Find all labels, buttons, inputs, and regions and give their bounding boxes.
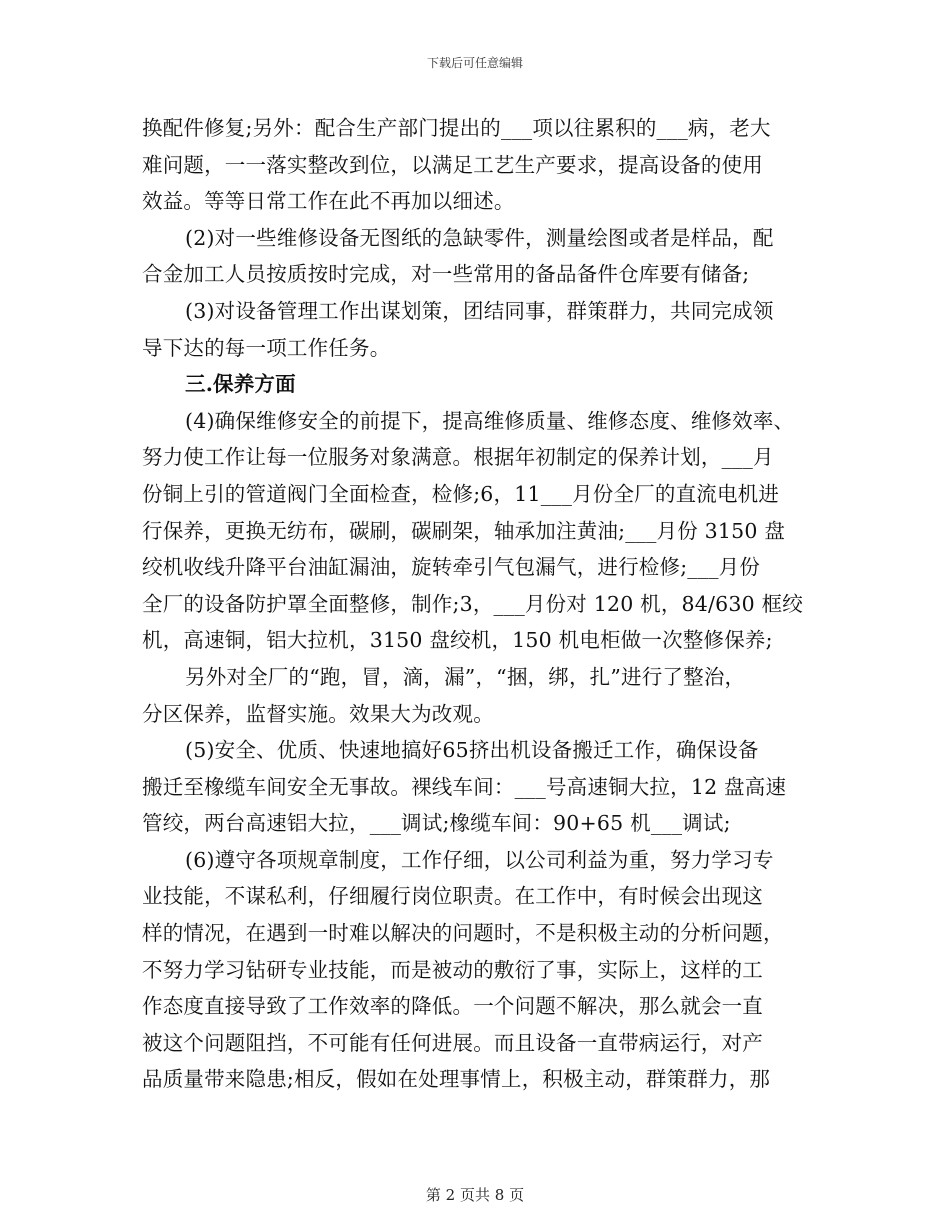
text-line: 另外对全厂的“跑，冒，滴，漏”，“捆，绑，扎”进行了整治， bbox=[185, 664, 746, 689]
page-footer: 第 2 页共 8 页 bbox=[425, 1186, 525, 1204]
text-line: 全厂的设备防护罩全面整修，制作;3，___月份对 120 机，84/630 框绞 bbox=[142, 591, 803, 616]
text-line: 不努力学习钻研专业技能，而是被动的敷衍了事，实际上，这样的工 bbox=[142, 957, 763, 982]
page-header: 下载后可任意编辑 bbox=[426, 56, 523, 70]
text-line: (3)对设备管理工作出谋划策，团结同事，群策群力，共同完成领 bbox=[185, 298, 774, 323]
text-line: 机，高速铜，铝大拉机，3150 盘绞机，150 机电柜做一次整修保养; bbox=[142, 628, 773, 653]
text-line: 作态度直接导致了工作效率的降低。一个问题不解决，那么就会一直 bbox=[142, 994, 763, 1019]
text-line: 导下达的每一项工作任务。 bbox=[142, 335, 391, 360]
text-line: 难问题，一一落实整改到位，以满足工艺生产要求，提高设备的使用 bbox=[142, 152, 763, 177]
text-line: (2)对一些维修设备无图纸的急缺零件，测量绘图或者是样品，配 bbox=[185, 225, 774, 250]
text-line: 搬迁至橡缆车间安全无事故。裸线车间：___号高速铜大拉，12 盘高速 bbox=[142, 774, 787, 799]
section-heading: 三.保养方面 bbox=[185, 372, 296, 397]
text-line: 合金加工人员按质按时完成，对一些常用的备品备件仓库要有储备; bbox=[142, 262, 750, 287]
text-line: 行保养，更换无纺布，碳刷，碳刷架，轴承加注黄油;___月份 3150 盘 bbox=[142, 518, 786, 543]
text-line: 绞机收线升降平台油缸漏油，旋转牵引气包漏气，进行检修;___月份 bbox=[142, 555, 761, 580]
text-line: 分区保养，监督实施。效果大为改观。 bbox=[142, 701, 494, 726]
text-line: 品质量带来隐患;相反，假如在处理事情上，积极主动，群策群力，那 bbox=[142, 1067, 771, 1092]
text-line: (4)确保维修安全的前提下，提高维修质量、维修态度、维修效率、 bbox=[185, 408, 795, 433]
text-line: 被这个问题阻挡，不可能有任何进展。而且设备一直带病运行，对产 bbox=[142, 1030, 763, 1055]
text-line: 业技能，不谋私利，仔细履行岗位职责。在工作中，有时候会出现这 bbox=[142, 884, 763, 909]
text-line: 管绞，两台高速铝大拉，___调试;橡缆车间：90+65 机___调试; bbox=[142, 811, 731, 836]
document-body bbox=[142, 110, 822, 1098]
text-line: 效益。等等日常工作在此不再加以细述。 bbox=[142, 189, 515, 214]
text-line: 换配件修复;另外：配合生产部门提出的___项以往累积的___病，老大 bbox=[142, 116, 771, 140]
text-line: 努力使工作让每一位服务对象满意。根据年初制定的保养计划，___月 bbox=[142, 445, 774, 470]
text-line: (5)安全、优质、快速地搞好65挤出机设备搬迁工作，确保设备 bbox=[185, 738, 759, 763]
text-line: 份铜上引的管道阀门全面检查，检修;6，11___月份全厂的直流电机进 bbox=[142, 481, 780, 506]
text-line: 样的情况，在遇到一时难以解决的问题时，不是积极主动的分析问题， bbox=[142, 921, 784, 946]
text-line: (6)遵守各项规章制度，工作仔细，以公司利益为重，努力学习专 bbox=[185, 847, 774, 872]
